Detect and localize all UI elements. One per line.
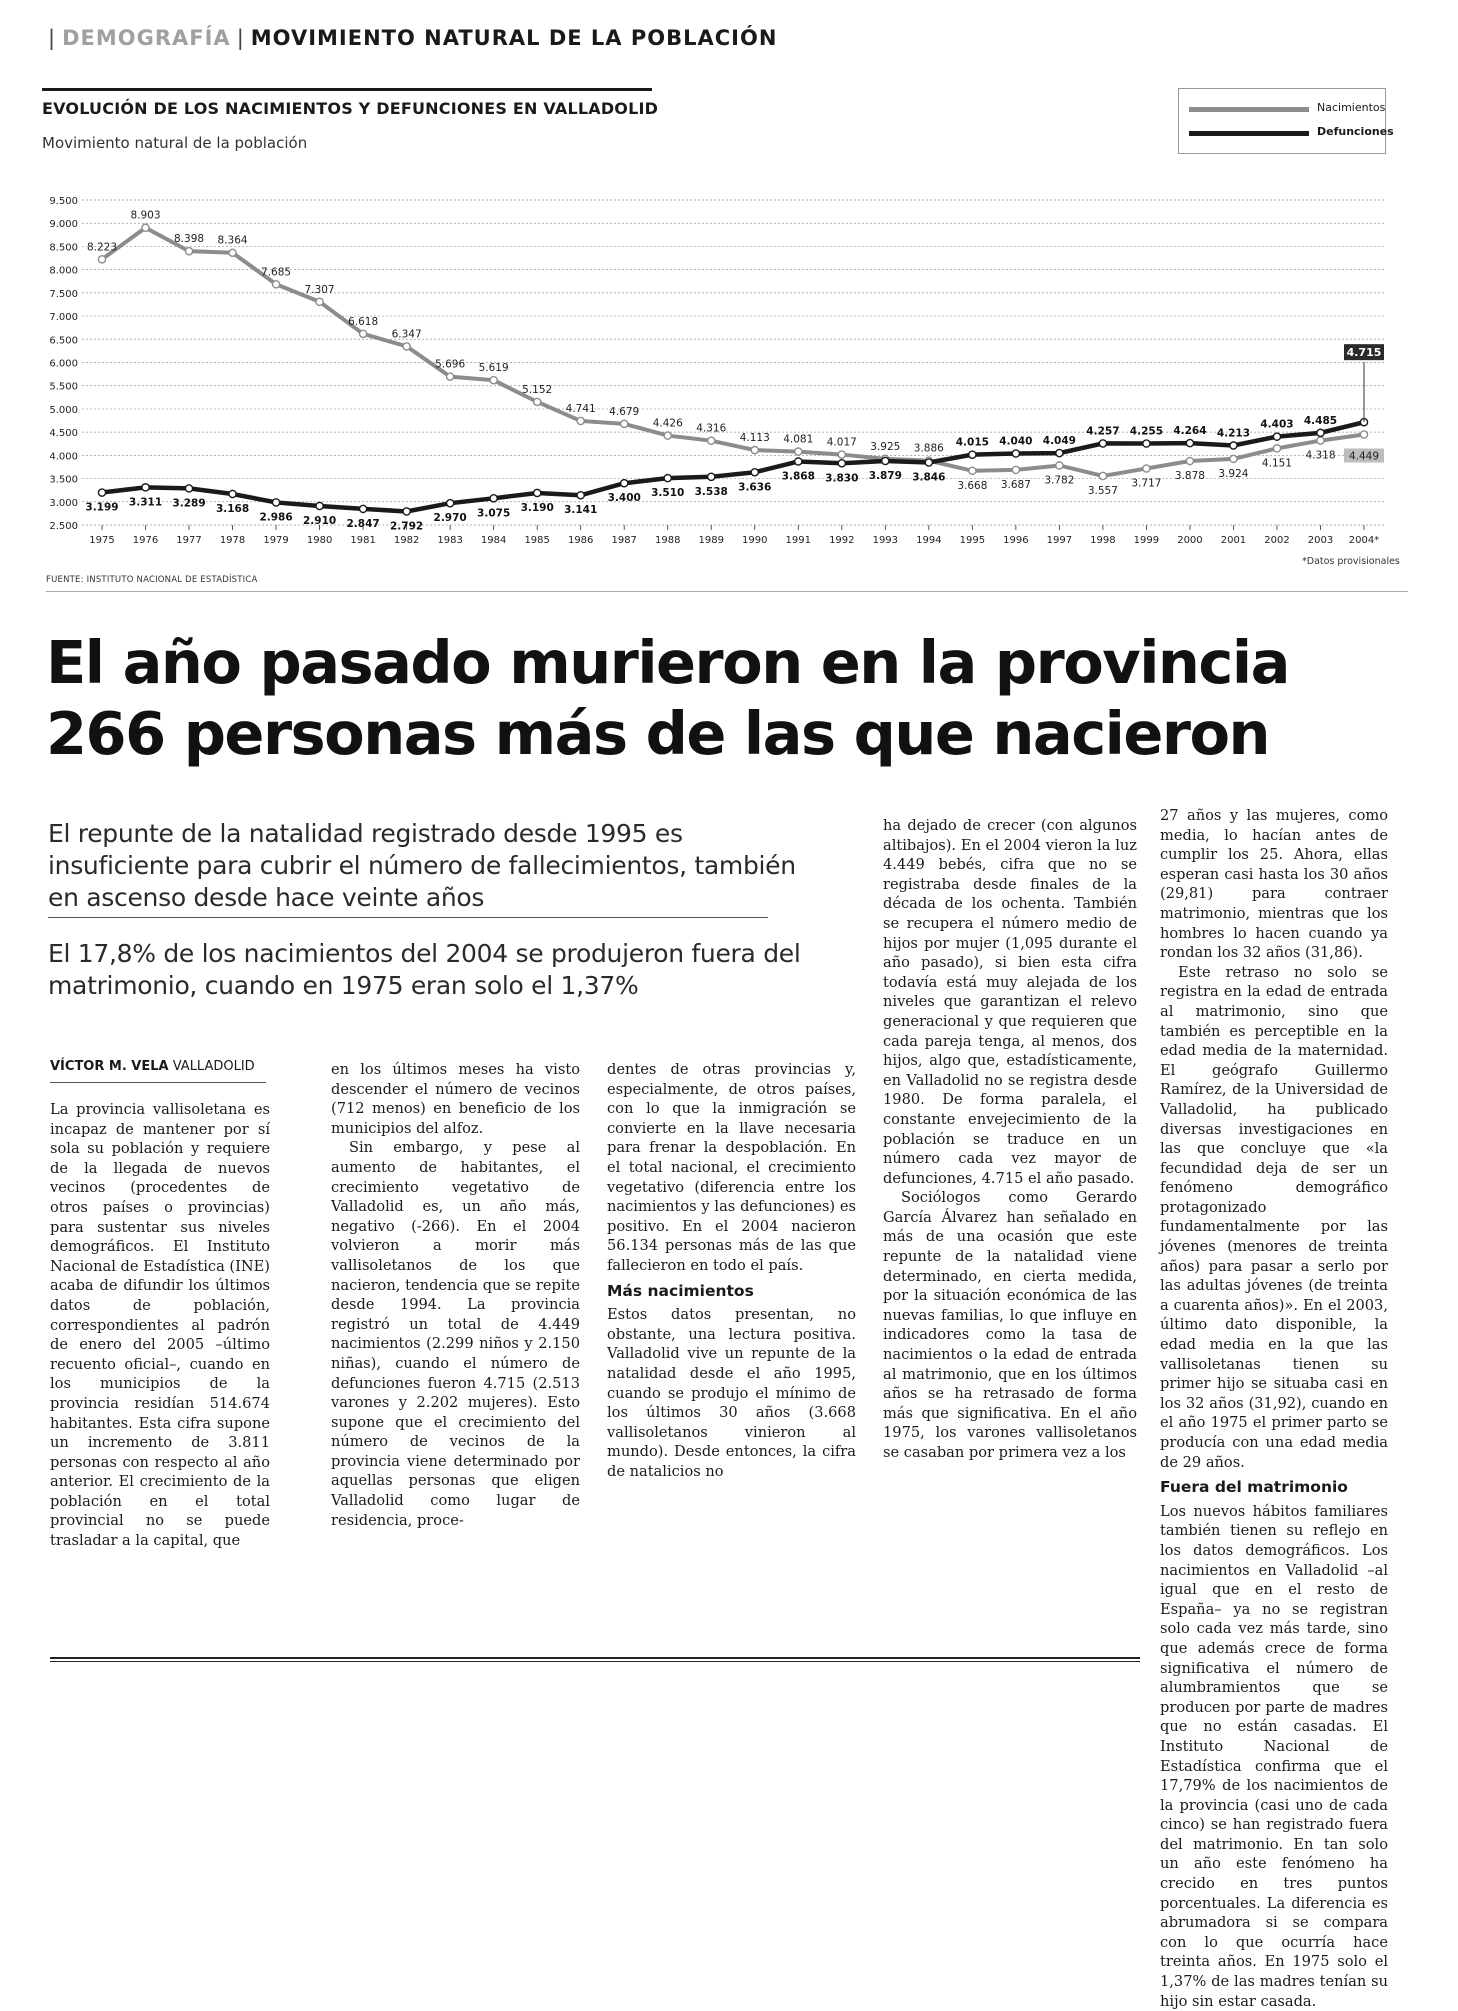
data-label-defunciones: 2.792 <box>390 520 424 533</box>
data-label-nacimientos: 8.364 <box>217 234 248 247</box>
data-label-nacimientos: 4.679 <box>609 405 640 418</box>
y-tick-label: 6.500 <box>49 335 78 347</box>
data-label-nacimientos: 3.557 <box>1087 484 1118 497</box>
article-bottom-rule <box>50 1661 1140 1662</box>
data-point <box>577 492 584 499</box>
x-tick-label: 1997 <box>1046 535 1073 546</box>
y-tick-label: 4.000 <box>49 451 78 463</box>
chart-subtitle: Movimiento natural de la población <box>42 134 308 152</box>
data-label-defunciones: 3.168 <box>215 502 250 515</box>
data-label-nacimientos: 4.316 <box>696 422 727 435</box>
data-label-defunciones: 2.910 <box>302 514 337 527</box>
data-label-defunciones: 2.986 <box>259 511 293 524</box>
x-tick-label: 1979 <box>263 535 289 546</box>
data-point <box>969 451 976 458</box>
data-point <box>838 460 845 467</box>
data-point <box>1230 442 1237 449</box>
paragraph: en los últimos meses ha visto descender el número de vecinos (712 menos) en beneficio de los municipios del alfoz. <box>331 1061 580 1137</box>
article-column-2 <box>331 1060 580 1530</box>
data-point <box>621 420 628 427</box>
data-point <box>229 249 236 256</box>
headline: El año pasado murieron en la provincia 266 personas más de las que nacieron <box>46 628 1289 768</box>
data-label-defunciones: 3.868 <box>781 470 815 483</box>
data-label-nacimientos: 6.618 <box>348 315 379 328</box>
data-label-defunciones: 3.311 <box>128 496 163 509</box>
data-point <box>403 508 410 515</box>
data-label-defunciones: 3.538 <box>694 485 728 498</box>
data-point <box>1143 465 1150 472</box>
x-tick-label: 2000 <box>1177 535 1203 546</box>
data-point <box>1360 431 1367 438</box>
x-tick-label: 1986 <box>567 535 594 546</box>
data-point <box>272 281 279 288</box>
x-tick-label: 1976 <box>132 535 159 546</box>
x-tick-label: 2002 <box>1264 535 1290 546</box>
data-point <box>1099 440 1106 447</box>
data-label-defunciones: 2.970 <box>433 512 467 525</box>
data-label-nacimientos: 3.924 <box>1218 467 1249 480</box>
x-tick-label: 1996 <box>1003 535 1029 546</box>
nacimientos-line <box>102 228 1364 476</box>
data-label-defunciones: 3.199 <box>85 501 119 514</box>
x-tick-label: 1988 <box>654 535 681 546</box>
data-label-nacimientos: 8.398 <box>174 233 205 246</box>
section-kicker: DEMOGRAFÍA <box>62 26 231 50</box>
data-point <box>664 432 671 439</box>
paragraph: Sin embargo, y pese al aumento de habitantes, el crecimiento vegetativo de Valladolid es, un año más, negativo (-266). En el 2004 volvieron a morir más vallisoletanos de los que nacieron, tendencia que se repite desde 1994. La provincia registró un total de 4.449 nacimientos (2.299 niños y 2.150 niñas), cuando el número de defunciones fueron 4.715 (2.513 varones y 2.202 mujeres). Esto supone que el crecimiento del número de vecinos de la provincia viene determinado por aquellas personas que eligen Valladolid como lugar de residencia, proce- <box>331 1139 580 1529</box>
data-point <box>229 490 236 497</box>
data-point <box>795 448 802 455</box>
legend-label: Nacimientos <box>1317 101 1386 114</box>
line-chart <box>36 185 1408 555</box>
data-label-nacimientos: 3.886 <box>913 442 944 455</box>
data-label-nacimientos: 5.696 <box>435 358 466 371</box>
legend-swatch <box>1189 131 1309 136</box>
paragraph: ha dejado de crecer (con algunos altibajos). En el 2004 vieron la luz 4.449 bebés, cifra que no se registraba desde finales de la década de los ochenta. También se recupera el número medio de hijos por mujer (1,095 durante el año pasado), si bien esta cifra todavía está muy alejada de los niveles que garantizan el relevo generacional y que requieren que cada pareja tenga, al menos, dos hijos, algo que, estadísticamente, en Valladolid no se registra desde 1980. De forma paralela, el constante envejecimiento de la población se traduce en un número cada vez mayor de defunciones, 4.715 el año pasado. <box>883 817 1137 1187</box>
data-point <box>98 256 105 263</box>
data-point <box>490 495 497 502</box>
data-label-nacimientos: 4.151 <box>1261 457 1292 470</box>
subheadline-2: El 17,8% de los nacimientos del 2004 se produjeron fuera del matrimonio, cuando en 1975 eran solo el 1,37% <box>48 939 801 1000</box>
data-label-defunciones: 4.040 <box>999 435 1033 448</box>
y-tick-label: 7.000 <box>49 312 78 324</box>
x-tick-label: 1980 <box>306 535 333 546</box>
subheading-mas-nacimientos: Más nacimientos <box>607 1281 754 1300</box>
y-tick-label: 5.500 <box>49 381 78 393</box>
data-label-nacimientos: 4.741 <box>565 402 596 415</box>
data-label-defunciones: 4.213 <box>1216 427 1251 440</box>
paragraph: Estos datos presentan, no obstante, una lectura positiva. Valladolid vive un repunte de la natalidad desde el año 1995, cuando se produjo el mínimo de los últimos 30 años (3.668 vallisoletanos vinieron al mundo). Desde entonces, la cifra de natalicios no <box>607 1306 856 1480</box>
data-point <box>969 467 976 474</box>
data-point <box>272 499 279 506</box>
byline <box>50 1059 255 1074</box>
data-point <box>708 473 715 480</box>
article-bottom-rule <box>50 1657 1140 1659</box>
x-tick-label: 1975 <box>89 535 115 546</box>
data-label-nacimientos: 6.347 <box>391 328 422 341</box>
chart-footnote: *Datos provisionales <box>1302 556 1400 567</box>
data-point <box>1056 462 1063 469</box>
data-label-nacimientos: 3.878 <box>1174 470 1205 483</box>
data-point <box>98 489 105 496</box>
x-tick-label: 1991 <box>785 535 812 546</box>
data-label-defunciones: 3.846 <box>912 471 946 484</box>
data-point <box>185 248 192 255</box>
paragraph: La provincia vallisoletana es incapaz de mantener por sí sola su población y requiere de la llegada de nuevos vecinos (procedentes de otros países o provincias) para sustentar sus niveles demográficos. El Instituto Nacional de Estadística (INE) acaba de difundir los últimos datos de población, correspondientes al padrón de enero del 2005 –último recuento oficial–, cuando en los municipios de la provincia residían 514.674 habitantes. Esta cifra supone un incremento de 3.811 personas con respecto al año anterior. El crecimiento de la población en el total provincial no se puede trasladar a la capital, que <box>50 1101 270 1550</box>
legend-swatch <box>1189 107 1309 112</box>
x-tick-label: 1994 <box>916 535 942 546</box>
x-tick-label: 1989 <box>698 535 724 546</box>
byline-place: VALLADOLID <box>172 1059 255 1074</box>
y-tick-label: 8.000 <box>49 265 78 277</box>
y-tick-label: 8.500 <box>49 242 78 254</box>
y-tick-label: 9.500 <box>49 196 78 207</box>
x-tick-label: 1985 <box>524 535 550 546</box>
data-label-nacimientos: 5.152 <box>522 383 553 396</box>
data-point <box>1012 450 1019 457</box>
data-point <box>1230 455 1237 462</box>
x-tick-label: 1982 <box>393 535 420 546</box>
section-divider: | <box>48 26 57 50</box>
data-label-nacimientos: 8.223 <box>86 241 118 254</box>
section-header <box>42 26 777 50</box>
data-point <box>360 505 367 512</box>
x-tick-label: 1977 <box>176 535 202 546</box>
data-label-nacimientos: 7.307 <box>304 283 335 296</box>
article-column-5 <box>1160 806 1388 2011</box>
data-label-nacimientos: 4.449 <box>1348 450 1380 463</box>
x-tick-label: 1981 <box>350 535 376 546</box>
data-label-defunciones: 4.485 <box>1303 414 1338 427</box>
data-label-defunciones: 3.400 <box>607 492 641 505</box>
data-label-defunciones: 3.141 <box>564 504 598 517</box>
data-label-nacimientos: 3.782 <box>1044 474 1075 487</box>
y-tick-label: 9.000 <box>49 219 78 231</box>
y-tick-label: 3.500 <box>49 474 78 486</box>
data-point <box>1186 440 1193 447</box>
data-point <box>1273 445 1280 452</box>
data-label-defunciones: 4.049 <box>1042 435 1076 448</box>
data-point <box>185 485 192 492</box>
data-point <box>621 480 628 487</box>
data-point <box>1317 429 1324 436</box>
legend-item-nacimientos <box>1189 99 1386 119</box>
subhead-divider <box>48 917 768 918</box>
data-label-nacimientos: 3.925 <box>870 440 901 453</box>
y-tick-label: 5.000 <box>49 404 78 416</box>
data-point <box>490 377 497 384</box>
data-label-nacimientos: 7.685 <box>261 266 292 279</box>
paragraph: 27 años y las mujeres, como media, lo hacían antes de cumplir los 25. Ahora, ellas esperan casi hasta los 30 años (29,81) para contraer matrimonio, mientras que los hombres lo hacen cuando ya rondan los 32 años (31,86). <box>1160 807 1388 962</box>
data-point <box>882 457 889 464</box>
data-point <box>751 469 758 476</box>
data-point <box>142 224 149 231</box>
data-point <box>577 417 584 424</box>
data-label-defunciones: 3.075 <box>477 507 511 520</box>
data-label-defunciones: 4.264 <box>1173 425 1207 438</box>
data-point <box>1273 433 1280 440</box>
y-tick-label: 2.500 <box>49 521 78 532</box>
chart-source: FUENTE: INSTITUTO NACIONAL DE ESTADÍSTICA <box>46 575 258 585</box>
data-label-nacimientos: 3.668 <box>957 479 988 492</box>
data-point <box>1012 466 1019 473</box>
data-point <box>447 373 454 380</box>
author-name: VÍCTOR M. VELA <box>50 1059 169 1074</box>
y-tick-label: 6.000 <box>49 358 78 370</box>
data-label-nacimientos: 8.903 <box>130 209 161 222</box>
subheading-fuera-matrimonio: Fuera del matrimonio <box>1160 1478 1348 1497</box>
x-tick-label: 1992 <box>829 535 855 546</box>
x-tick-label: 1998 <box>1090 535 1116 546</box>
x-tick-label: 2003 <box>1307 535 1334 546</box>
data-label-defunciones: 4.403 <box>1260 418 1294 431</box>
data-label-defunciones: 3.879 <box>868 469 902 482</box>
data-point <box>751 447 758 454</box>
data-label-nacimientos: 4.017 <box>826 436 857 449</box>
data-point <box>664 475 671 482</box>
x-tick-label: 1993 <box>872 535 899 546</box>
data-point <box>403 343 410 350</box>
x-tick-label: 1999 <box>1133 535 1160 546</box>
data-point <box>360 330 367 337</box>
paragraph: Este retraso no solo se registra en la edad de entrada al matrimonio, sino que también es perceptible en la edad media de la maternidad. El geógrafo Guillermo Ramírez, de la Universidad de Valladolid, ha publicado diversas investigaciones en las que concluye que «la fecundidad deja de ser un fenómeno demográfico protagonizado fundamentalmente por las jóvenes (menores de treinta años) para pasar a serlo por las adultas jóvenes (de treinta a cuarenta años)». En el 2003, último dato disponible, la edad media en la que las vallisoletanas tienen su primer hijo se situaba casi en los 32 años (31,92), cuando en el año 1975 el primer parto se producía con una edad media de 29 años. <box>1160 963 1388 1471</box>
y-tick-label: 7.500 <box>49 288 78 300</box>
article-column-3 <box>607 1060 856 1481</box>
data-point <box>447 500 454 507</box>
data-point <box>1317 437 1324 444</box>
data-point <box>534 489 541 496</box>
data-label-defunciones: 3.830 <box>825 472 859 485</box>
x-tick-label: 2001 <box>1220 535 1247 546</box>
data-label-nacimientos: 4.426 <box>652 417 683 430</box>
data-point <box>1056 449 1063 456</box>
x-tick-label: 1990 <box>742 535 768 546</box>
x-tick-label: 1995 <box>959 535 986 546</box>
y-tick-label: 3.000 <box>49 497 78 509</box>
data-label-nacimientos: 4.113 <box>739 432 770 445</box>
data-point <box>838 451 845 458</box>
y-tick-label: 4.500 <box>49 428 78 440</box>
data-point <box>1143 440 1150 447</box>
x-tick-label: 1983 <box>437 535 463 546</box>
data-point <box>795 458 802 465</box>
data-point <box>1099 472 1106 479</box>
data-point <box>925 459 932 466</box>
data-label-defunciones: 3.636 <box>738 481 772 494</box>
article-column-4 <box>883 816 1137 1463</box>
paragraph: Sociólogos como Gerardo García Álvarez han señalado en más de una ocasión que este repunte de la natalidad viene determinado, en cierta medida, por la situación económica de las nuevas familias, lo que influye en indicadores como la tasa de nacimientos o la edad de entrada al matrimonio, que en los últimos años se ha retrasado de forma más que significativa. En el año 1975, los varones vallisoletanos se casaban por primera vez a los <box>883 1189 1137 1461</box>
data-label-defunciones: 4.015 <box>955 436 989 449</box>
x-tick-label: 1984 <box>480 535 507 546</box>
chart-top-rule <box>42 88 652 91</box>
legend-item-defunciones <box>1189 123 1394 143</box>
x-tick-label: 2004* <box>1348 535 1380 546</box>
x-tick-label: 1978 <box>219 535 246 546</box>
article-column-1 <box>50 1100 270 1551</box>
data-label-defunciones: 3.289 <box>172 497 206 510</box>
byline-rule <box>50 1082 266 1083</box>
paragraph: dentes de otras provincias y, especialmente, de otros países, con lo que la inmigración se convierte en la llave necesaria para frenar la despoblación. En el total nacional, el crecimiento vegetativo (diferencia entre los nacimientos y las defunciones) es positivo. En el 2004 nacieron 56.134 personas más de las que fallecieron en todo el país. <box>607 1061 856 1274</box>
chart-legend <box>1178 88 1394 154</box>
data-label-nacimientos: 4.081 <box>783 433 814 446</box>
data-label-defunciones: 3.510 <box>651 487 685 500</box>
chart-title: EVOLUCIÓN DE LOS NACIMIENTOS Y DEFUNCIONES EN VALLADOLID <box>42 99 659 118</box>
data-label-defunciones: 4.257 <box>1086 425 1120 438</box>
data-point <box>534 398 541 405</box>
paragraph: Los nuevos hábitos familiares también tienen su reflejo en los datos demográficos. Los nacimientos en Valladolid –al igual que en el resto de España– ya no se registran solo cada vez más tarde, sino que además crece de forma significativa el número de alumbramientos que se producen por parte de madres que no están casadas. El Instituto Nacional de Estadística confirma que el 17,79% de los nacimientos de la provincia (casi uno de cada cinco) se han registrado fuera del matrimonio. En tan solo un año este fenómeno ha crecido en tres puntos porcentuales. La diferencia es abrumadora si se compara con lo que ocurría hace treinta años. En 1975 solo el 1,37% de las madres tenían su hijo sin estar casada. <box>1160 1502 1388 2010</box>
data-label-nacimientos: 5.619 <box>478 362 509 375</box>
data-label-nacimientos: 3.687 <box>1000 478 1031 491</box>
data-label-nacimientos: 3.717 <box>1131 477 1162 490</box>
data-point <box>316 502 323 509</box>
data-label-defunciones: 3.190 <box>520 501 554 514</box>
data-point <box>142 484 149 491</box>
data-label-defunciones: 4.715 <box>1346 346 1382 360</box>
data-label-defunciones: 4.255 <box>1129 425 1164 438</box>
chart-bottom-rule <box>46 591 1408 592</box>
section-divider: | <box>236 26 245 50</box>
legend-label: Defunciones <box>1317 125 1394 138</box>
x-tick-label: 1987 <box>611 535 637 546</box>
section-title: MOVIMIENTO NATURAL DE LA POBLACIÓN <box>250 26 778 50</box>
data-label-defunciones: 2.847 <box>346 517 380 530</box>
data-point <box>708 437 715 444</box>
data-label-nacimientos: 4.318 <box>1305 449 1336 462</box>
data-point <box>1186 457 1193 464</box>
subheadline-1: El repunte de la natalidad registrado desde 1995 es insuficiente para cubrir el número de fallecimientos, también en ascenso desde hace veinte años <box>48 819 796 912</box>
data-point <box>316 298 323 305</box>
